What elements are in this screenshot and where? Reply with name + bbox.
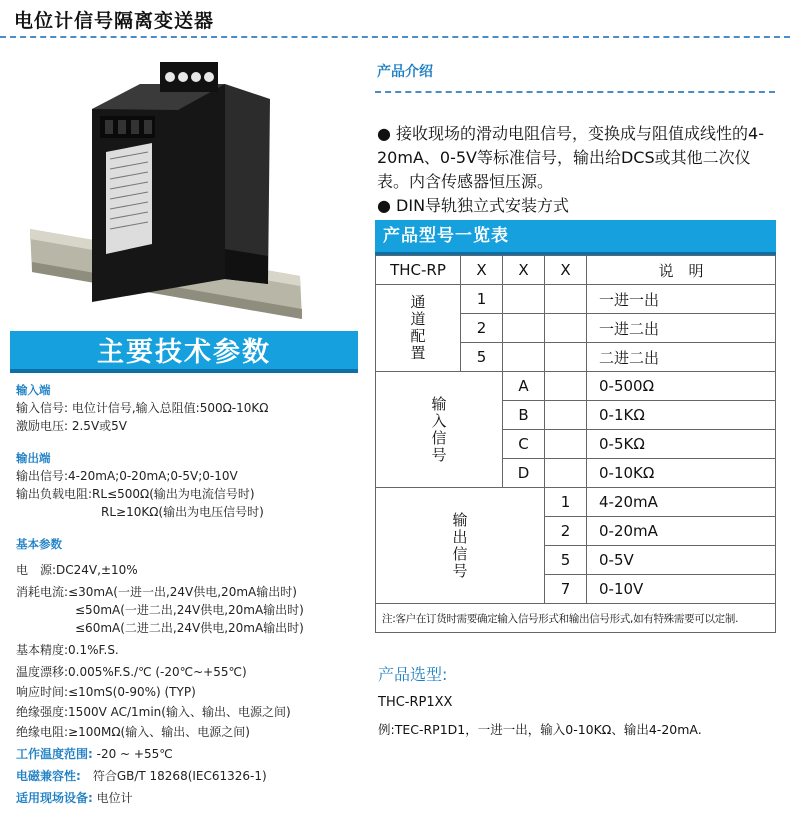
output-desc: 0-10V bbox=[587, 575, 776, 604]
intro-title: 产品介绍 bbox=[377, 64, 433, 80]
page-title: 电位计信号隔离变送器 bbox=[14, 10, 215, 32]
output-desc: 0-5V bbox=[587, 546, 776, 575]
table-header-row bbox=[376, 256, 776, 285]
specs-list bbox=[16, 375, 362, 807]
output-group-label bbox=[376, 488, 545, 604]
spec-power: 电 源:DC24V,±10% bbox=[16, 563, 138, 577]
spec-drift: 温度漂移:0.005%F.S./℃ (-20℃~+55℃) bbox=[16, 665, 247, 679]
table-note-row bbox=[376, 604, 776, 633]
temperature-label: 工作温度范围: bbox=[16, 747, 93, 761]
output-code: 2 bbox=[545, 517, 587, 546]
channel-desc: 二进二出 bbox=[587, 343, 776, 372]
input-code: A bbox=[503, 372, 545, 401]
table-note: 注:客户在订货时需要确定输入信号形式和输出信号形式,如有特殊需要可以定制. bbox=[376, 604, 776, 633]
input-label: 输入信号 bbox=[429, 395, 448, 464]
selection-title: 产品选型: bbox=[378, 665, 448, 684]
intro-bullet-2: ● DIN导轨独立式安装方式 bbox=[377, 196, 570, 215]
emc-value: 符合GB/T 18268(IEC61326-1) bbox=[80, 769, 267, 783]
spec-consumption: 消耗电流:≤30mA(一进一出,24V供电,20mA输出时) bbox=[16, 585, 297, 599]
basic-section-heading: 基本参数 bbox=[16, 537, 62, 551]
header-model: THC-RP bbox=[376, 256, 461, 285]
temperature-value: -20 ~ +55℃ bbox=[92, 747, 173, 761]
selection-model: THC-RP1XX bbox=[378, 695, 453, 710]
input-desc: 0-10KΩ bbox=[587, 459, 776, 488]
input-desc: 0-1KΩ bbox=[587, 401, 776, 430]
spec-output-load-voltage: RL≥10KΩ(输出为电压信号时) bbox=[101, 505, 264, 519]
device-value: 电位计 bbox=[92, 791, 133, 805]
input-code: D bbox=[503, 459, 545, 488]
input-code: B bbox=[503, 401, 545, 430]
intro-divider bbox=[375, 91, 775, 93]
spec-consumption-2: ≤50mA(一进二出,24V供电,20mA输出时) bbox=[75, 603, 304, 617]
input-group-label bbox=[376, 372, 503, 488]
spec-insulation-strength: 绝缘强度:1500V AC/1min(输入、输出、电源之间) bbox=[16, 705, 291, 719]
intro-bullet-1: ● 接收现场的滑动电阻信号，变换成与阻值成线性的4-20mA、0-5V等标准信号，输出给DCS或其他二次仪表。内含传感器恒压源。 bbox=[377, 124, 765, 191]
input-code: C bbox=[503, 430, 545, 459]
spec-response: 响应时间:≤10mS(0-90%) (TYP) bbox=[16, 685, 196, 699]
spec-output-load: 输出负载电阻:RL≤500Ω(输出为电流信号时) bbox=[16, 487, 255, 501]
output-label: 输出信号 bbox=[450, 511, 469, 580]
header-desc: 说 明 bbox=[587, 256, 776, 285]
spec-emc bbox=[16, 767, 362, 785]
spec-output-signal: 输出信号:4-20mA;0-20mA;0-5V;0-10V bbox=[16, 469, 238, 483]
spec-consumption-3: ≤60mA(二进二出,24V供电,20mA输出时) bbox=[75, 621, 304, 635]
channel-desc: 一进二出 bbox=[587, 314, 776, 343]
table-row bbox=[376, 488, 776, 517]
output-code: 5 bbox=[545, 546, 587, 575]
header-x2: X bbox=[503, 256, 545, 285]
title-divider bbox=[0, 36, 790, 38]
spec-insulation-resistance: 绝缘电阻:≥100MΩ(输入、输出、电源之间) bbox=[16, 725, 250, 739]
table-row bbox=[376, 372, 776, 401]
output-desc: 4-20mA bbox=[587, 488, 776, 517]
output-code: 7 bbox=[545, 575, 587, 604]
channel-code: 1 bbox=[461, 285, 503, 314]
intro-text bbox=[377, 122, 777, 218]
header-x1: X bbox=[461, 256, 503, 285]
header-x3: X bbox=[545, 256, 587, 285]
channel-group-label bbox=[376, 285, 461, 372]
channel-desc: 一进一出 bbox=[587, 285, 776, 314]
spec-device bbox=[16, 789, 362, 807]
channel-code: 2 bbox=[461, 314, 503, 343]
selection-example: 例:TEC-RP1D1，一进一出，输入0-10KΩ、输出4-20mA. bbox=[378, 722, 702, 737]
table-row bbox=[376, 285, 776, 314]
product-image bbox=[10, 44, 360, 329]
emc-label: 电磁兼容性: bbox=[16, 769, 81, 783]
spec-excitation: 激励电压: 2.5V或5V bbox=[16, 419, 127, 433]
input-desc: 0-5KΩ bbox=[587, 430, 776, 459]
input-desc: 0-500Ω bbox=[587, 372, 776, 401]
model-table-title: 产品型号一览表 bbox=[375, 220, 776, 252]
channel-code: 5 bbox=[461, 343, 503, 372]
spec-temperature bbox=[16, 745, 362, 763]
channel-label: 通道配置 bbox=[408, 294, 427, 362]
specs-banner: 主要技术参数 bbox=[10, 331, 358, 373]
device-label: 适用现场设备: bbox=[16, 791, 93, 805]
output-section-heading: 输出端 bbox=[16, 451, 51, 465]
output-code: 1 bbox=[545, 488, 587, 517]
output-desc: 0-20mA bbox=[587, 517, 776, 546]
spec-input-signal: 输入信号: 电位计信号,输入总阻值:500Ω-10KΩ bbox=[16, 401, 269, 415]
input-section-heading: 输入端 bbox=[16, 383, 51, 397]
spec-accuracy: 基本精度:0.1%F.S. bbox=[16, 643, 119, 657]
model-table bbox=[375, 255, 776, 633]
